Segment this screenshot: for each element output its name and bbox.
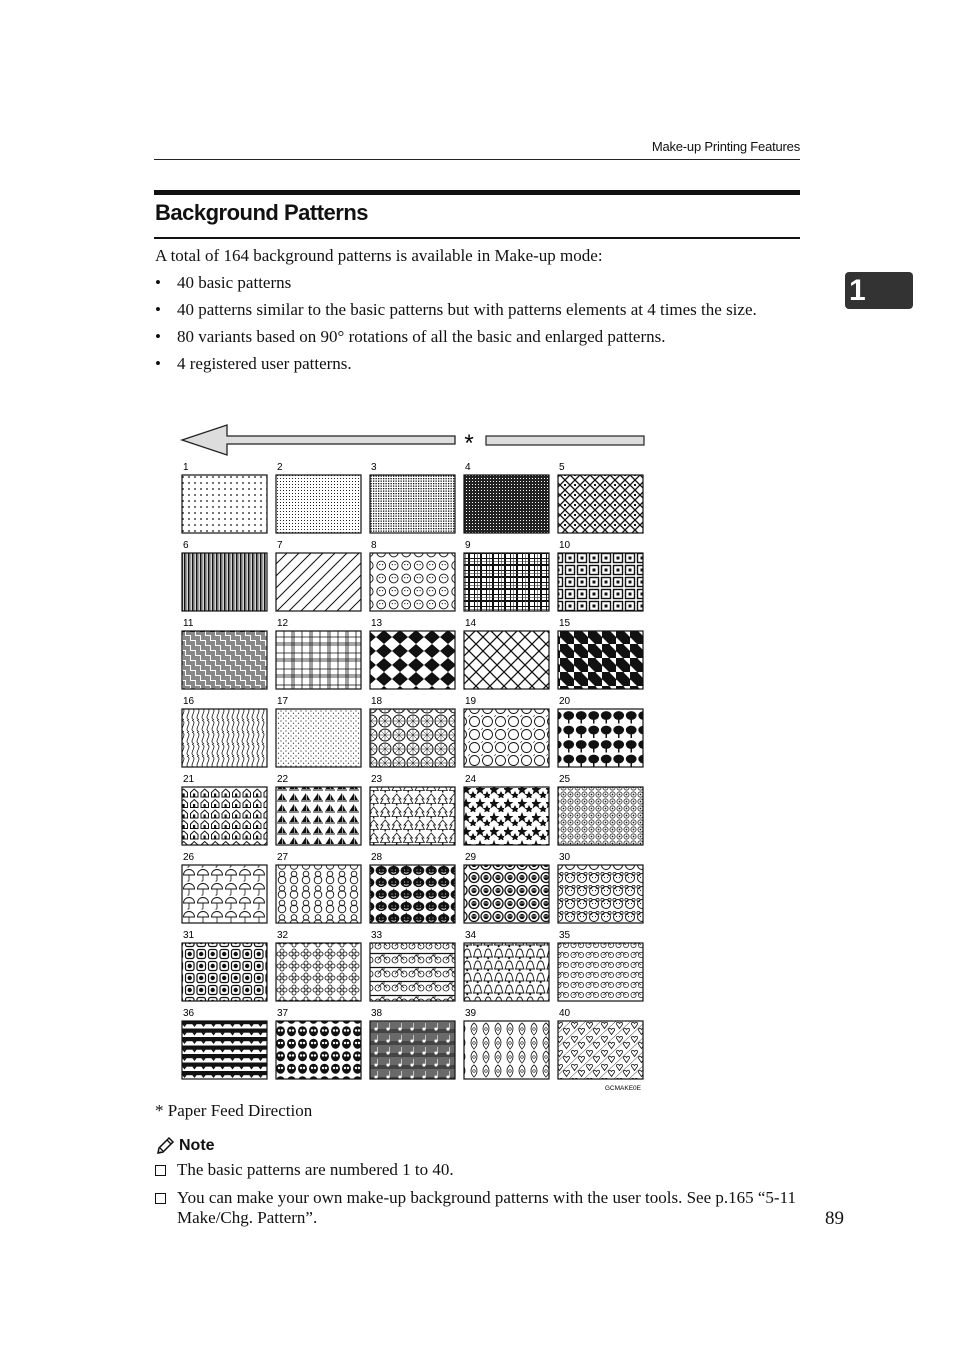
note-item [155,1160,801,1180]
page-number: 89 [825,1208,844,1229]
pattern-number: 1 [183,462,189,473]
pattern-swatch [182,553,267,611]
pattern-swatch [558,475,643,533]
pattern-number: 32 [277,930,289,941]
pattern-number: 5 [559,462,565,473]
bullet-text: 80 variants based on 90° rotations of all the basic and enlarged patterns. [177,327,666,346]
pattern-swatch [558,553,643,611]
pattern-number: 37 [277,1008,289,1019]
pattern-number: 6 [183,540,189,551]
pattern-swatch [276,709,361,767]
checkbox-square-icon [155,1193,166,1204]
pattern-swatch [276,475,361,533]
note-label: Note [179,1137,215,1154]
pattern-swatch [464,709,549,767]
pattern-swatch [182,787,267,845]
pattern-number: 12 [277,618,289,629]
pattern-number: 4 [465,462,471,473]
pattern-number: 15 [559,618,571,629]
note-item [155,1188,801,1228]
pattern-swatch [276,1021,361,1079]
pattern-swatch [182,1021,267,1079]
pattern-swatch [370,631,455,689]
pattern-number: 8 [371,540,377,551]
pattern-number: 28 [371,852,383,863]
pattern-swatch [464,475,549,533]
pattern-number: 36 [183,1008,195,1019]
pattern-number: 29 [465,852,477,863]
pattern-number: 26 [183,852,195,863]
pattern-number: 25 [559,774,571,785]
pattern-swatch [276,865,361,923]
pattern-swatch [464,943,549,1001]
pattern-swatch [276,943,361,1001]
paper-feed-arrow [182,425,644,455]
pencil-icon [155,1136,175,1156]
pattern-number: 11 [183,618,194,629]
pattern-number: 35 [559,930,571,941]
pattern-number: 34 [465,930,477,941]
pattern-number: 33 [371,930,383,941]
bullet-text: 4 registered user patterns. [177,354,352,373]
pattern-swatch [182,709,267,767]
pattern-number: 9 [465,540,471,551]
pattern-number: 38 [371,1008,383,1019]
pattern-number: 10 [559,540,571,551]
pattern-number: 31 [183,930,195,941]
running-header: Make-up Printing Features [651,139,800,154]
pattern-number: 40 [559,1008,571,1019]
pattern-swatch [558,943,643,1001]
bullet-text: 40 patterns similar to the basic patterns but with patterns elements at 4 times the size. [177,300,757,319]
pattern-number: 39 [465,1008,477,1019]
pattern-swatch [370,475,455,533]
pattern-number: 27 [277,852,289,863]
pattern-swatch [558,1021,643,1079]
pattern-number: 14 [465,618,477,629]
pattern-swatch [182,943,267,1001]
note-text: You can make your own make-up background patterns with the user tools. See p.165 “5-11 Make/Chg. Pattern”. [177,1188,796,1227]
figure-code: GCMAKE0E [604,1085,641,1092]
pattern-number: 3 [371,462,377,473]
pattern-number: 20 [559,696,571,707]
pattern-swatch [370,943,455,1001]
section-title: Background Patterns [155,200,368,225]
pattern-swatch [370,709,455,767]
note-text: The basic patterns are numbered 1 to 40. [177,1160,454,1179]
intro-text: A total of 164 background patterns is available in Make-up mode: [155,246,603,265]
bullet-dot: • [155,354,161,373]
pattern-swatch [182,475,267,533]
pattern-swatch [276,787,361,845]
pattern-number: 22 [277,774,289,785]
checkbox-square-icon [155,1165,166,1176]
pattern-swatch [276,553,361,611]
pattern-swatch [464,865,549,923]
pattern-swatch [182,865,267,923]
chapter-tab: 1 [845,272,913,309]
pattern-swatch [370,1021,455,1079]
paper-feed-footnote: * Paper Feed Direction [155,1101,313,1120]
bullet-dot: • [155,273,161,292]
bullet-dot: • [155,300,161,319]
pattern-swatch [276,631,361,689]
feed-direction-marker: * [464,430,474,457]
pattern-number: 13 [371,618,383,629]
pattern-number: 23 [371,774,383,785]
pattern-swatch [464,1021,549,1079]
pattern-swatch [558,787,643,845]
bullet-dot: • [155,327,161,346]
pattern-swatch [370,553,455,611]
note-list [155,1160,801,1236]
pattern-number: 16 [183,696,195,707]
bullet-text: 40 basic patterns [177,273,292,292]
pattern-swatch [464,553,549,611]
pattern-number: 24 [465,774,477,785]
pattern-number: 18 [371,696,383,707]
pattern-number: 30 [559,852,571,863]
pattern-number: 2 [277,462,283,473]
pattern-swatch [558,631,643,689]
pattern-swatch [558,709,643,767]
pattern-swatch [182,631,267,689]
pattern-swatch [370,787,455,845]
pattern-number: 7 [277,540,283,551]
pattern-number: 19 [465,696,477,707]
pattern-swatch [370,865,455,923]
pattern-swatch [558,865,643,923]
pattern-swatch [464,787,549,845]
pattern-number: 17 [277,696,289,707]
pattern-grid [182,462,643,1079]
note-heading [155,1136,215,1156]
pattern-number: 21 [183,774,195,785]
pattern-swatch [464,631,549,689]
